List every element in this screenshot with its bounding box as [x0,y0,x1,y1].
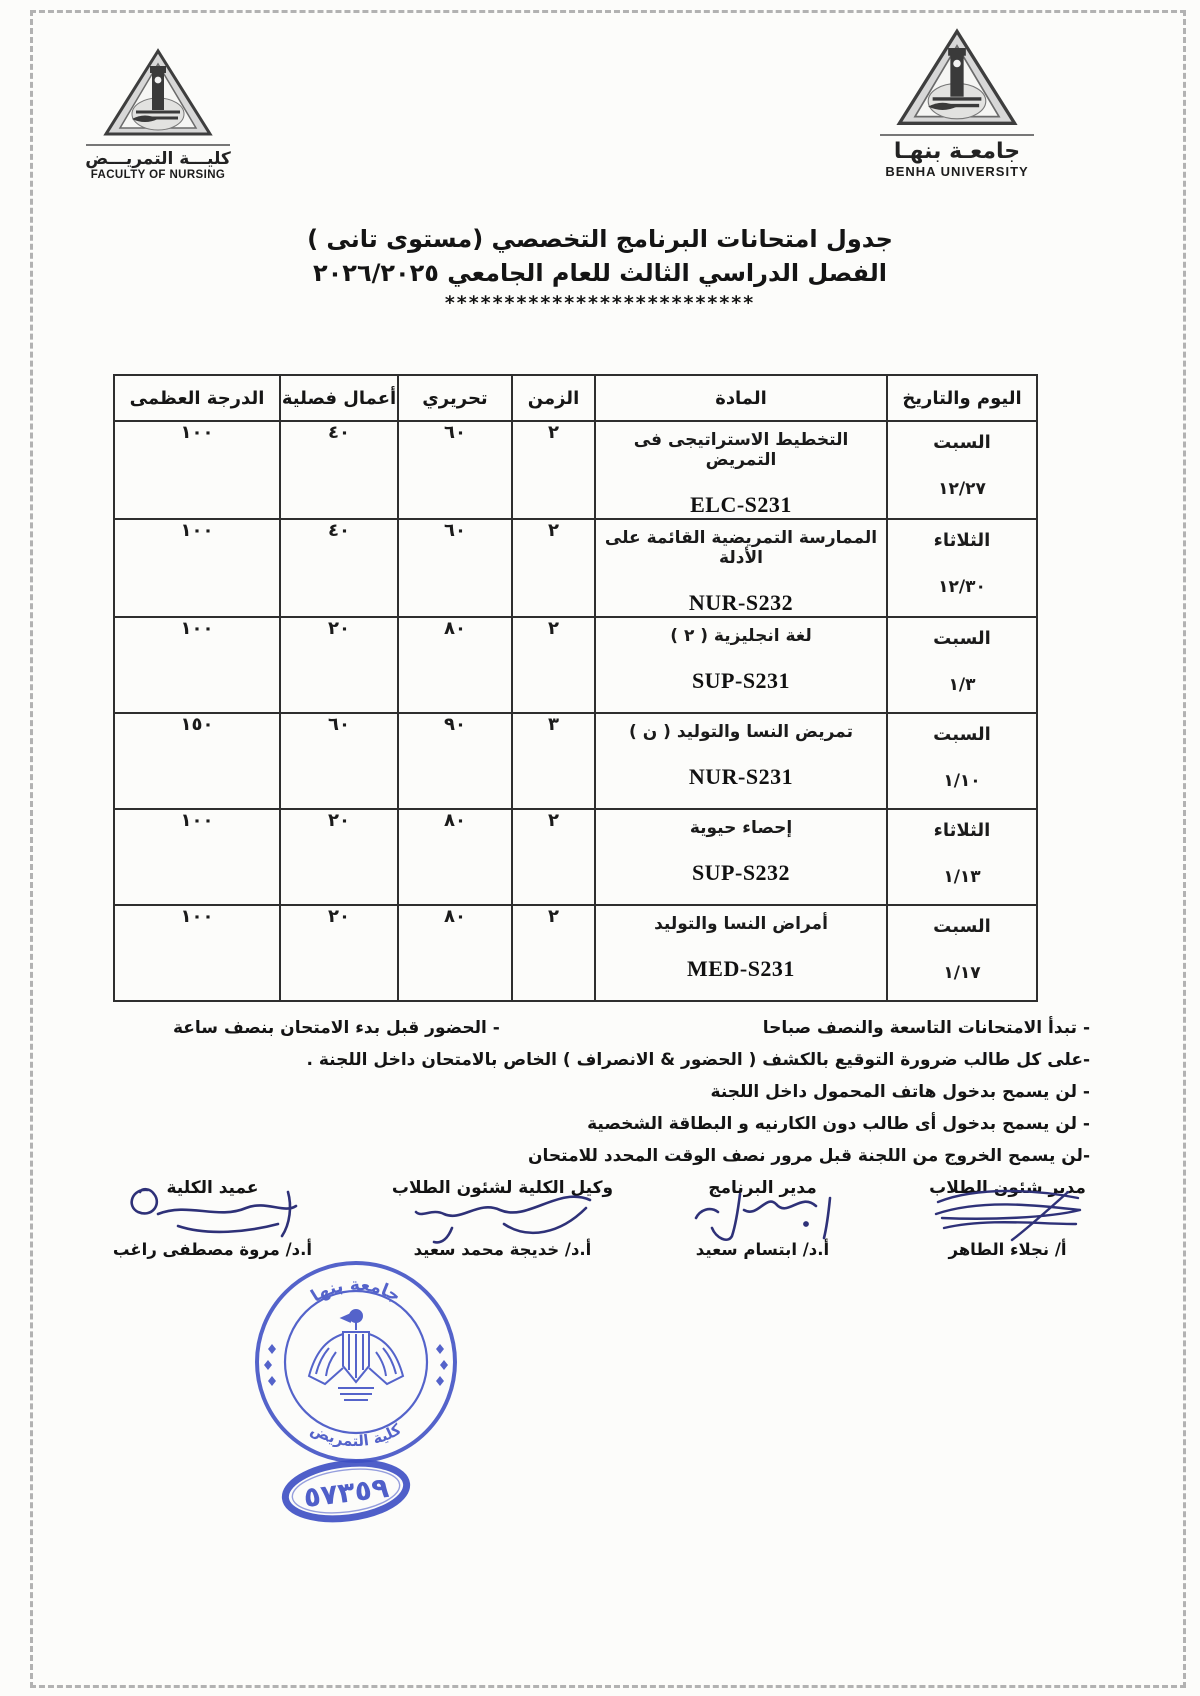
cell-day-date: الثلاثاء ١٢/٣٠ [887,519,1037,617]
note-line-5: -لن يسمح الخروج من اللجنة قبل مرور نصف الوقت المحدد للامتحان [528,1146,1090,1166]
cell-subject: تمريض النسا والتوليد ( ن ) NUR-S231 [595,713,887,809]
column-header-max-grade: الدرجة العظمى [114,375,280,421]
cell-time: ٢ [512,519,595,617]
cell-written: ٨٠ [398,617,512,713]
cell-written: ٦٠ [398,519,512,617]
stamp-number: ٥٧٣٥٩ [301,1470,391,1515]
logo-divider [86,144,230,146]
column-header-subject: المادة [595,375,887,421]
stamp-bottom-text: كلية التمريض [307,1420,405,1451]
svg-text:جامعة بنها [308,1275,404,1307]
cell-coursework: ٦٠ [280,713,398,809]
cell-coursework: ٢٠ [280,809,398,905]
note-line-3: - لن يسمح بدخول هاتف المحمول داخل اللجنة [710,1082,1090,1102]
cell-time: ٢ [512,617,595,713]
column-header-written: تحريري [398,375,512,421]
cell-time: ٣ [512,713,595,809]
signature-name: أ.د/ ابتسام سعيد [695,1240,830,1259]
cell-coursework: ٢٠ [280,617,398,713]
signature-title: وكيل الكلية لشئون الطلاب [391,1178,614,1198]
cell-day-date: السبت ١/١٠ [887,713,1037,809]
cell-max-grade: ١٠٠ [114,421,280,519]
cell-written: ٩٠ [398,713,512,809]
signature-title: مدير شئون الطلاب [929,1178,1086,1198]
cell-day-date: الثلاثاء ١/١٣ [887,809,1037,905]
cell-written: ٨٠ [398,905,512,1001]
university-logo-icon [895,28,1019,130]
cell-max-grade: ١٠٠ [114,905,280,1001]
cell-day-date: السبت ١/١٧ [887,905,1037,1001]
cell-day-date: السبت ١٢/٢٧ [887,421,1037,519]
cell-subject: لغة انجليزية ( ٢ ) SUP-S231 [595,617,887,713]
faculty-logo-icon [102,48,214,140]
cell-written: ٨٠ [398,809,512,905]
cell-subject: الممارسة التمريضية القائمة على الأدلة NUR-S232 [595,519,887,617]
svg-text:كلية التمريض [308,1420,405,1450]
university-logo-arabic: جامعـة بنهـا [893,139,1021,164]
cell-time: ٢ [512,421,595,519]
column-header-time: الزمن [512,375,595,421]
title-line-2: الفصل الدراسي الثالث للعام الجامعي ٢٠٢٦/٢٠٢٥ [313,259,887,287]
cell-coursework: ٢٠ [280,905,398,1001]
university-stamp [250,1256,462,1468]
table-header-row [114,375,1037,421]
note-exam-start: - تبدأ الامتحانات التاسعة والنصف صباحا [762,1018,1090,1038]
note-line-1 [115,1012,1090,1044]
note-attendance: - الحضور قبل بدء الامتحان بنصف ساعة [173,1018,500,1038]
faculty-logo-arabic: كليـــة التمريـــض [85,149,231,169]
cell-max-grade: ١٠٠ [114,809,280,905]
faculty-logo-english: FACULTY OF NURSING [90,169,226,181]
table-row [114,421,1037,519]
cell-subject: التخطيط الاستراتيجى فى التمريض ELC-S231 [595,421,887,519]
notes-section [115,1012,1090,1172]
table-row [114,519,1037,617]
signature-block-dean [95,1178,330,1259]
signature-title: عميد الكلية [166,1178,259,1198]
signature-name: أ.د/ مروة مصطفى راغب [112,1240,313,1259]
cell-written: ٦٠ [398,421,512,519]
logo-divider [880,134,1034,136]
cell-coursework: ٤٠ [280,519,398,617]
note-line-2: -على كل طالب ضرورة التوقيع بالكشف ( الحضور & الانصراف ) الخاص بالامتحان داخل اللجنة . [306,1050,1090,1070]
table-row [114,713,1037,809]
signature-name: أ/ نجلاء الطاهر [948,1240,1067,1259]
title-separator: ************************** [444,292,756,314]
column-header-coursework: أعمال فصلية [280,375,398,421]
cell-max-grade: ١٠٠ [114,617,280,713]
table-row [114,809,1037,905]
university-logo-english: BENHA UNIVERSITY [885,164,1029,179]
exam-schedule-table [113,374,1038,1002]
table-row [114,905,1037,1001]
signatures-section [95,1178,1110,1259]
note-line-4: - لن يسمح بدخول أى طالب دون الكارنيه و البطاقة الشخصية [587,1114,1090,1134]
signature-block-student-affairs [905,1178,1110,1259]
document-title [0,222,1200,314]
signature-title: مدير البرنامج [708,1178,817,1198]
signature-name: أ.د/ خديجة محمد سعيد [413,1240,592,1259]
cell-day-date: السبت ١/٣ [887,617,1037,713]
stamp-top-text: جامعة بنها [307,1274,404,1307]
cell-coursework: ٤٠ [280,421,398,519]
signature-block-program-director [675,1178,850,1259]
cell-subject: إحصاء حيوية SUP-S232 [595,809,887,905]
eagle-icon [309,1310,403,1400]
cell-subject: أمراض النسا والتوليد MED-S231 [595,905,887,1001]
faculty-logo [78,48,238,181]
title-line-1: جدول امتحانات البرنامج التخصصي (مستوى تانى ) [307,225,893,253]
cell-max-grade: ١٠٠ [114,519,280,617]
table-row [114,617,1037,713]
column-header-day-date: اليوم والتاريخ [887,375,1037,421]
cell-max-grade: ١٥٠ [114,713,280,809]
cell-time: ٢ [512,905,595,1001]
university-logo [872,28,1042,179]
cell-time: ٢ [512,809,595,905]
signature-block-vice-dean [385,1178,620,1259]
